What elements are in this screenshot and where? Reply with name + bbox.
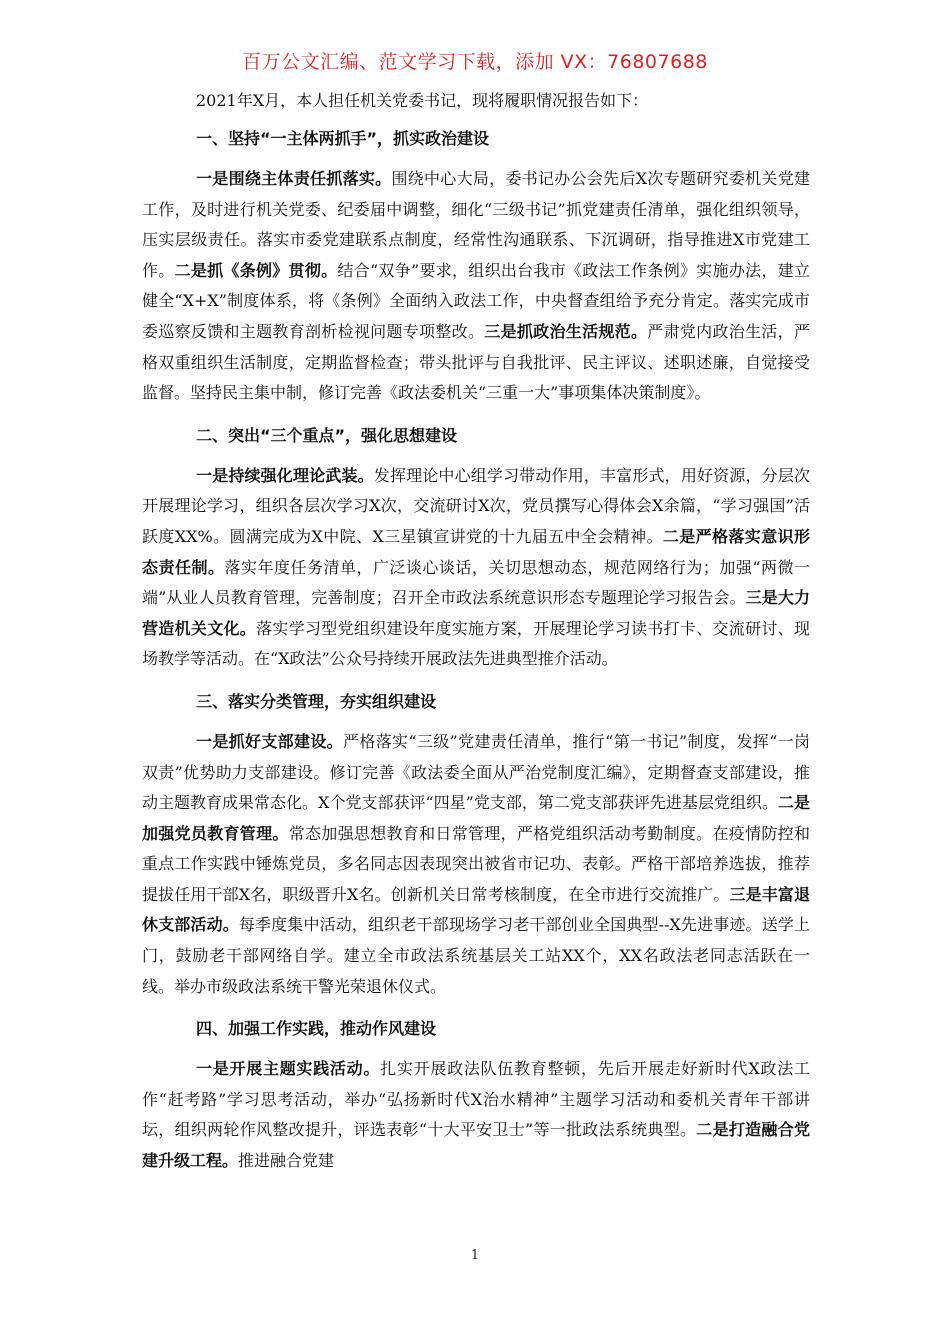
point-title: 一是围绕主体责任抓落实。 — [196, 169, 392, 188]
point-title: 三是大力营造机关文化。 — [142, 588, 810, 638]
point-title: 二是严格落实意识形态责任制。 — [142, 526, 810, 577]
page-number: 1 — [470, 1248, 480, 1263]
section-body-4 — [142, 1054, 810, 1176]
point-text: 严格落实“三级”党建责任清单，推行“第一书记”制度，发挥“一岗双责”优势助力支部建设。修订完善《政法委全面从严治党制度汇编》，定期督查支部建设，推动主题教育成果常态化。X个党支部获评“四星”党支部，第二党支部获评先进基层党组织。 — [142, 731, 810, 813]
section-body-3 — [142, 727, 810, 1002]
point-title: 三是丰富退休支部活动。 — [142, 884, 810, 935]
section-heading-1: 一、坚持“一主体两抓手”，抓实政治建设 — [196, 129, 490, 148]
point-text: 常态加强思想教育和日常管理，严格党组织活动考勤制度。在疫情防控和重点工作实践中锤炼党员，多名同志因表现突出被省市记功、表彰。严格干部培养选拔，推荐提拔任用干部X名，职级晋升X名。创新机关日常考核制度，在全市进行交流推广。 — [142, 823, 810, 904]
point-title: 二是加强党员教育管理。 — [142, 793, 810, 843]
point-title: 一是开展主题实践活动。 — [196, 1059, 381, 1079]
point-title: 三是抓政治生活规范。 — [484, 321, 648, 341]
point-text: 每季度集中活动，组织老干部现场学习老干部创业全国典型--X先进事迹。送学上门，鼓励老干部网络自学。建立全市政法系统基层关工站XX个，XX名政法老同志活跃在一线。举办市级政法系统干警光荣退休仪式。 — [142, 915, 810, 996]
point-text: 严肃党内政治生活，严格双重组织生活制度，定期监督检查；带头批评与自我批评、民主评议、述职述廉，自觉接受监督。坚持民主集中制，修订完善《政法委机关“三重一大”事项集体决策制度》。 — [142, 321, 810, 403]
point-title: 一是抓好支部建设。 — [196, 731, 344, 751]
watermark-banner: 百万公文汇编、范文学习下载，添加 VX：76807688 — [242, 51, 708, 73]
point-text: 推进融合党建 — [238, 1151, 335, 1171]
point-text: 围绕中心大局，委书记办公会先后X次专题研究委机关党建工作，及时进行机关党委、纪委届中调整，细化“三级书记”抓党建责任清单，强化组织领导，压实层级责任。落实市委党建联系点制度，经常性沟通联系、下沉调研，指导推进X市党建工作。 — [142, 169, 810, 280]
point-title: 二是抓《条例》贯彻。 — [174, 260, 338, 280]
point-title: 二是打造融合党建升级工程。 — [142, 1120, 810, 1171]
document-body — [142, 86, 810, 1189]
intro-paragraph: 2021年X月，本人担任机关党委书记，现将履职情况报告如下： — [196, 91, 649, 110]
point-text: 落实学习型党组织建设年度实施方案，开展理论学习读书打卡、交流研讨、现场教学等活动。在“X政法”公众号持续开展政法先进典型推介活动。 — [142, 618, 810, 669]
point-text: 扎实开展政法队伍教育整顿，先后开展走好新时代X政法工作“赶考路”学习思考活动，举办“弘扬新时代X治水精神”主题学习活动和委机关青年干部讲坛，组织两轮作风整改提升，评选表彰“十大平安卫士”等一批政法系统典型。 — [142, 1059, 810, 1140]
section-body-1 — [142, 164, 810, 409]
point-text: 发挥理论中心组学习带动作用，丰富形式，用好资源，分层次开展理论学习，组织各层次学习X次，交流研讨X次，党员撰写心得体会X余篇，“学习强国”活跃度XX%。圆满完成为X中院、X三星镇宣讲党的十九届五中全会精神。 — [142, 465, 810, 546]
point-text: 落实年度任务清单，广泛谈心谈话，关切思想动态，规范网络行为；加强“两微一端”从业人员教育管理，完善制度；召开全市政法系统意识形态专题理论学习报告会。 — [142, 557, 810, 608]
section-heading-4: 四、加强工作实践，推动作风建设 — [196, 1019, 437, 1039]
section-heading-3: 三、落实分类管理，夯实组织建设 — [196, 691, 437, 711]
point-title: 一是持续强化理论武装。 — [196, 465, 374, 485]
section-body-2 — [142, 461, 810, 675]
section-heading-2: 二、突出“三个重点”，强化思想建设 — [196, 425, 458, 445]
point-text: 结合“双争”要求，组织出台我市《政法工作条例》实施办法，建立健全“X+X”制度体系，将《条例》全面纳入政法工作，中央督查组给予充分肯定。落实完成市委巡察反馈和主题教育剖析检视问题专项整改。 — [142, 260, 810, 341]
